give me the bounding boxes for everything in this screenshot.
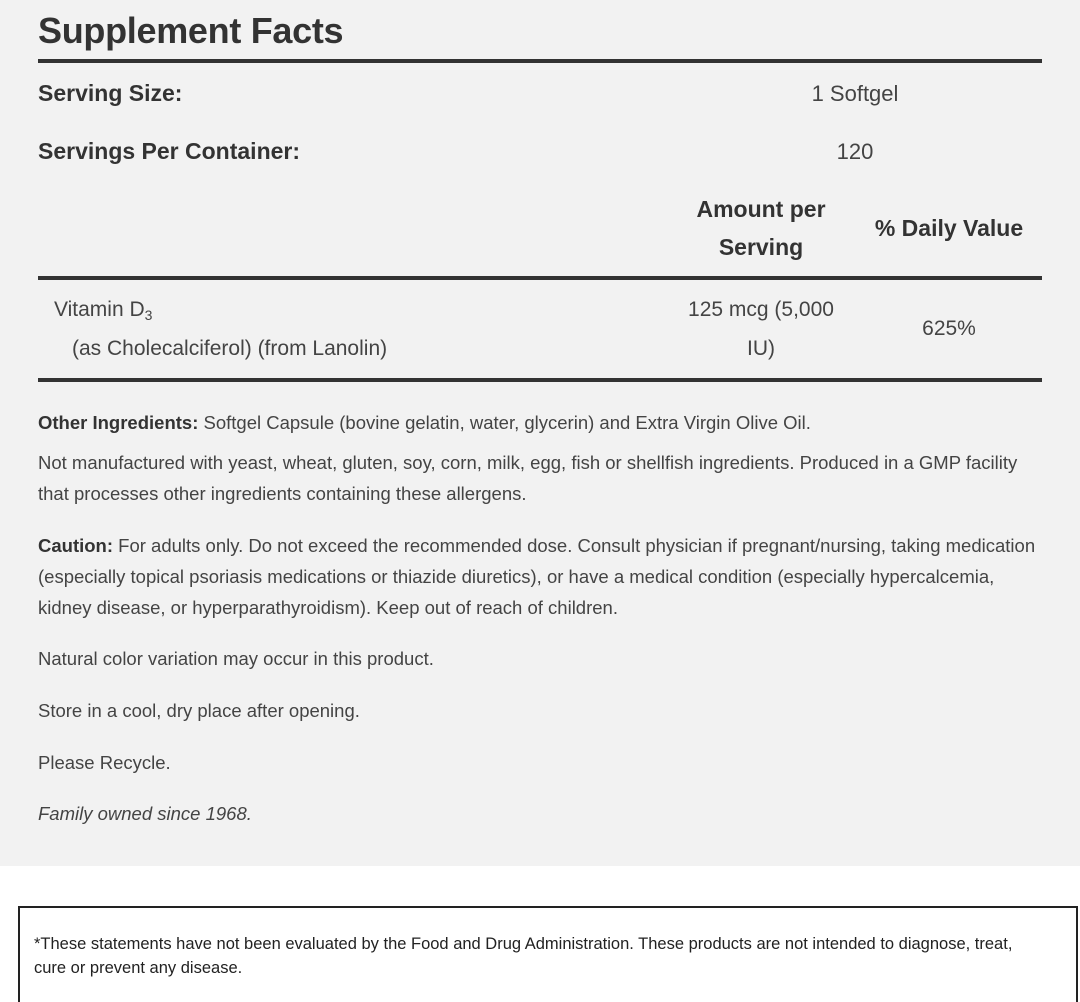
serving-size-label: Serving Size: — [38, 80, 183, 106]
divider-title — [38, 59, 1042, 63]
divider-table-bottom — [38, 378, 1042, 382]
allergen-note: Not manufactured with yeast, wheat, gluten, soy, corn, milk, egg, fish or shellfish ingredients. Produced in a GMP facility that processes other ingredients containing these allergens. — [38, 452, 1018, 504]
serving-size-value: 1 Softgel — [811, 81, 899, 106]
note-recycle: Please Recycle. — [38, 752, 171, 773]
note-color-variation: Natural color variation may occur in this product. — [38, 648, 434, 669]
fda-disclaimer-text: *These statements have not been evaluated by the Food and Drug Administration. These products are not intended to diagnose, treat, cure or prevent any disease. — [34, 935, 1013, 977]
nutrient-source: (as Cholecalciferol) (from Lanolin) — [72, 337, 388, 360]
caution-text: For adults only. Do not exceed the recommended dose. Consult physician if pregnant/nursing, taking medication (especially topical psoriasis medications or thiazide diuretics), or have a medical condition (especially hypercalcemia, kidney disease, or hyperparathyroidism). Keep out of reach of children. — [38, 535, 1036, 618]
other-ingredients — [38, 407, 1048, 438]
note-family-owned: Family owned since 1968. — [38, 803, 252, 824]
fda-disclaimer-box — [18, 906, 1078, 1002]
caution-label: Caution: — [38, 535, 114, 556]
other-ingredients-label: Other Ingredients: — [38, 412, 199, 433]
header-amount-per-serving: Amount per Serving — [696, 196, 826, 260]
nutrient-name-subscript: 3 — [144, 307, 153, 323]
caution — [38, 530, 1048, 623]
other-ingredients-text: Softgel Capsule (bovine gelatin, water, glycerin) and Extra Virgin Olive Oil. — [203, 412, 811, 433]
divider-table-top — [38, 276, 1042, 280]
servings-per-container-label: Servings Per Container: — [38, 138, 301, 164]
nutrient-daily-value: 625% — [922, 317, 976, 340]
servings-per-container-value: 120 — [836, 139, 874, 164]
header-daily-value: % Daily Value — [874, 215, 1024, 241]
nutrient-name-text: Vitamin D — [54, 298, 145, 321]
page-title: Supplement Facts — [38, 10, 344, 51]
nutrient-amount: 125 mcg (5,000 IU) — [688, 298, 834, 360]
note-storage: Store in a cool, dry place after opening. — [38, 700, 360, 721]
